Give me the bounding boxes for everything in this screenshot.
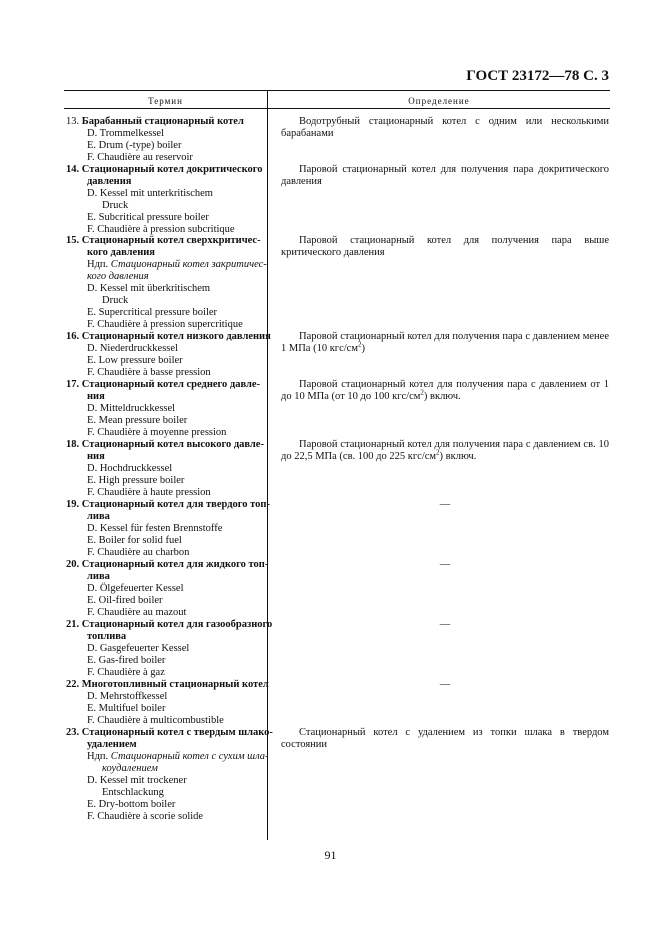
term-cell: 19. Стационарный котел для твердого топ- лива D. Kessel für festen Brennstoffe E. Boiler for solid fuel F. Chaudière au charbon [66,499,270,558]
column-header-definition: Определение [408,96,470,106]
term-de: D. Trommelkessel [87,128,165,139]
term-en: E. Multifuel boiler [87,703,166,714]
term-de: D. Mehrstoffkessel [87,691,168,702]
term-fr: F. Chaudière à pression subcritique [87,224,235,235]
definition-cell: Паровой стационарный котел для получения пара с давлением менее 1 МПа (10 кгс/$см^2$) [281,331,609,354]
term-de: D. Kessel mit unterkritischem [87,188,213,199]
term-en: E. Gas-fired boiler [87,655,166,666]
definition-cell: — [439,559,451,570]
term-fr: F. Chaudière au reservoir [87,152,193,163]
term-en: E. High pressure boiler [87,475,185,486]
definition-cell: — [439,679,451,690]
definition-cell: Паровой стационарный котел для получения пара с давлением от 1 до 10 МПа (от 10 до 100 кгс/$см^2$) включ. [281,379,609,402]
term-de: D. Kessel mit überkritischem [87,283,211,294]
term-cell: 21. Стационарный котел для газообразного топлива D. Gasgefeuerter Kessel E. Gas-fired boiler F. Chaudière à gaz [66,619,273,678]
term-fr: F. Chaudière à multicombustible [87,715,224,726]
term-en: E. Drum (-type) boiler [87,140,182,151]
term-title: 23. Стационарный котел с твердым шлако- [66,727,273,738]
term-de: D. Niederdruckkessel [87,343,178,354]
definition-cell: Стационарный котел с удалением из топки шлака в твердом состоянии [281,727,609,750]
term-cell: 18. Стационарный котел высокого давле- ния D. Hochdruckkessel E. High pressure boiler F. Chaudière à haute pression [66,439,269,499]
term-de: D. Kessel mit trockener [87,775,187,786]
term-title: 16. Стационарный котел низкого давления [66,331,271,342]
term-de: D. Hochdruckkessel [87,463,173,474]
term-title: 21. Стационарный котел для газообразного [66,619,273,630]
term-en: E. Subcritical pressure boiler [87,212,209,223]
term-fr: F. Chaudière au mazout [87,607,187,618]
term-en: E. Mean pressure boiler [87,415,188,426]
term-title: Барабанный стационарный котел [81,116,244,127]
term-fr: F. Chaudière au charbon [87,547,190,558]
term-de: D. Ölgefeuerter Kessel [87,583,184,594]
term-fr: F. Chaudière à basse pression [87,367,211,378]
term-en: E. Dry-bottom boiler [87,799,176,810]
term-cell: 15. Стационарный котел сверхкритичес- кого давления Ндп. Стационарный котел закритичес- кого давления D. Kessel mit überkritischem Druck E. Supercritical pressure boiler F. Chaudière à pression supercritique [66,235,269,331]
term-fr: F. Chaudière à scorie solide [87,811,204,822]
term-en: E. Supercritical pressure boiler [87,307,218,318]
definition-cell: — [439,499,451,510]
definition-cell: Паровой стационарный котел для получения пара с давлением св. 10 до 22,5 МПа (св. 100 до 225 кгс/$см^2$) включ. [281,439,609,462]
term-en: E. Boiler for solid fuel [87,535,182,546]
term-title: 22. Многотопливный стационарный котел [66,679,269,690]
term-title: 18. Стационарный котел высокого давле- [66,439,264,450]
term-cell: 23. Стационарный котел с твердым шлако- удалением Ндп. Стационарный котел с сухим шла- коудалением D. Kessel mit trockener Entschlackung E. Dry-bottom boiler F. Chaudière à scorie solide [66,727,273,822]
definition-cell: Паровой стационарный котел для получения пара докритического давления [281,164,609,187]
document-header: ГОСТ 23172—78 С. 3 [466,68,609,84]
term-title: 14. Стационарный котел докритического [66,164,263,175]
page-number: 91 [324,848,337,862]
term-fr: F. Chaudière à pression supercritique [87,319,243,330]
term-cell: 20. Стационарный котел для жидкого топ- лива D. Ölgefeuerter Kessel E. Oil-fired boiler F. Chaudière au mazout [66,559,269,618]
term-fr: F. Chaudière à moyenne pression [87,427,227,438]
term-title: 15. Стационарный котел сверхкритичес- [66,235,261,246]
term-title: 20. Стационарный котел для жидкого топ- [66,559,269,570]
table-header-rule [64,108,610,109]
term-de: D. Gasgefeuerter Kessel [87,643,190,654]
definition-cell: Паровой стационарный котел для получения пара выше критического давления [281,235,609,258]
term-number: 13. [66,116,82,127]
term-title: 17. Стационарный котел среднего давле- [66,379,261,390]
term-de: D. Kessel für festen Brennstoffe [87,523,223,534]
term-deprecated: Ндп. Стационарный котел с сухим шла- [87,751,269,762]
term-deprecated: Ндп. Стационарный котел закритичес- [87,259,267,270]
term-cell: 14. Стационарный котел докритического давления D. Kessel mit unterkritischem Druck E. Subcritical pressure boiler F. Chaudière à pression subcritique [66,164,269,236]
term-title: 19. Стационарный котел для твердого топ- [66,499,270,510]
term-cell [66,679,269,727]
table-top-rule [64,90,610,91]
term-cell [66,116,269,164]
column-header-term: Термин [148,96,183,106]
term-en: E. Oil-fired boiler [87,595,163,606]
definition-cell: — [439,619,451,630]
term-cell: 17. Стационарный котел среднего давле- ния D. Mitteldruckkessel E. Mean pressure boiler F. Chaudière à moyenne pression [66,379,269,439]
term-en: E. Low pressure boiler [87,355,183,366]
term-fr: F. Chaudière à haute pression [87,487,211,498]
definition-cell: Водотрубный стационарный котел с одним или несколькими барабанами [281,116,609,139]
term-de: D. Mitteldruckkessel [87,403,176,414]
term-fr: F. Chaudière à gaz [87,667,165,678]
term-cell [66,331,269,379]
